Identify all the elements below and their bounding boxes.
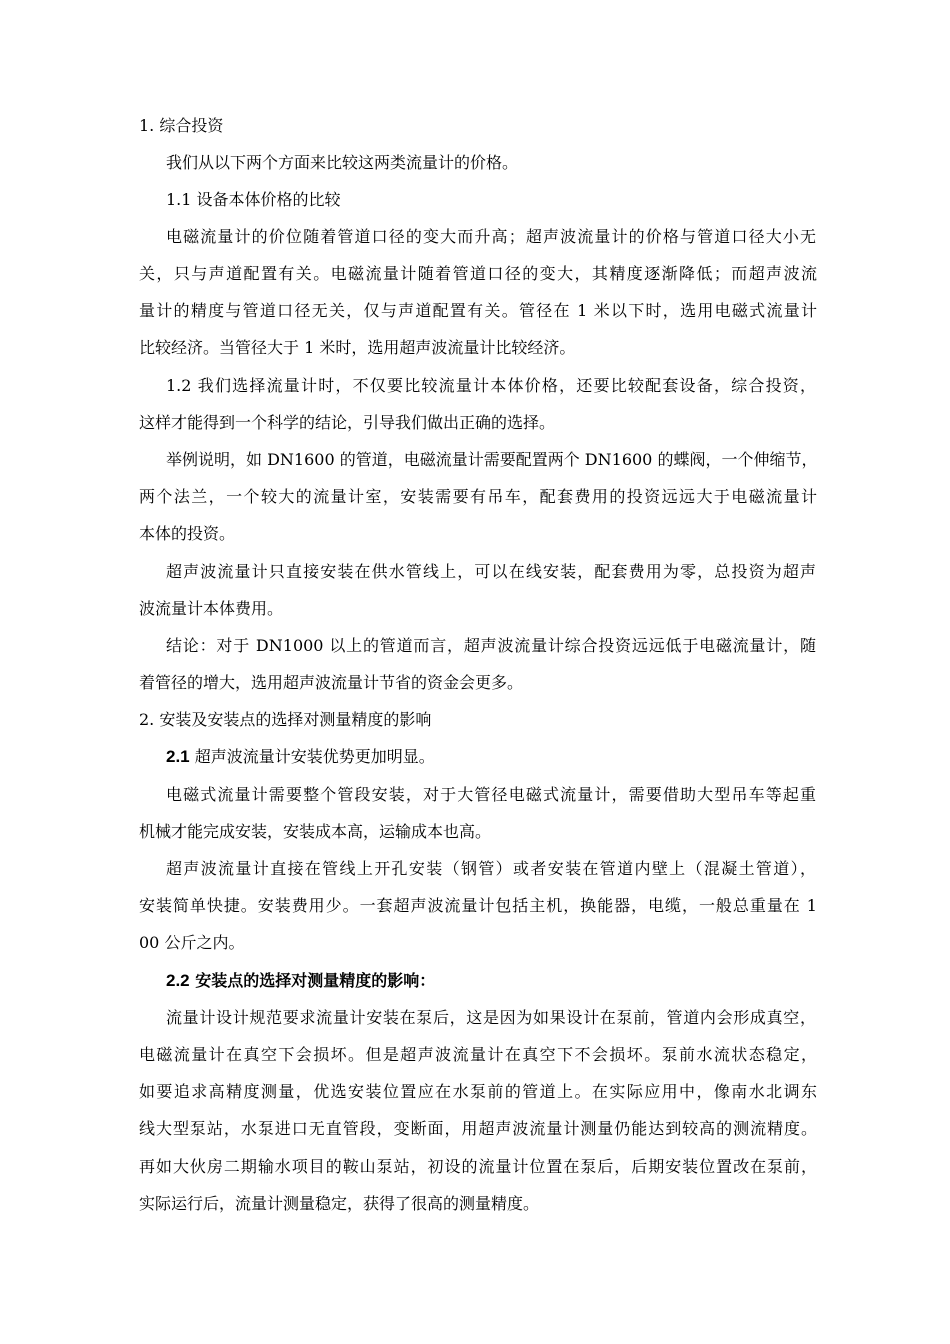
paragraph-line: 实际运行后，流量计测量稳定，获得了很高的测量精度。	[139, 1194, 540, 1213]
heading-2-2	[166, 971, 816, 991]
paragraph-line: 00 公斤之内。	[139, 933, 245, 952]
heading-2-1	[166, 747, 816, 767]
paragraph-line: 着管径的增大，选用超声波流量计节省的资金会更多。	[139, 673, 524, 692]
heading-2-2-number: 2.2	[166, 971, 190, 990]
paragraph-line: 流量计设计规范要求流量计安装在泵后，这是因为如果设计在泵前，管道内会形成真空，	[166, 1008, 816, 1027]
heading-2-1-text: 超声波流量计安装优势更加明显。	[194, 747, 435, 766]
paragraph-line: 结论：对于 DN1000 以上的管道而言，超声波流量计综合投资远远低于电磁流量计，随	[166, 636, 816, 655]
heading-2-1-number: 2.1	[166, 747, 190, 766]
paragraph-line: 关，只与声道配置有关。电磁流量计随着管道口径的变大，其精度逐渐降低；而超声波流	[139, 264, 817, 283]
paragraph-line: 安装简单快捷。安装费用少。一套超声波流量计包括主机，换能器，电缆，一般总重量在 1	[139, 896, 817, 915]
paragraph-line: 两个法兰，一个较大的流量计室，安装需要有吊车，配套费用的投资远远大于电磁流量计	[139, 487, 817, 506]
heading-1-1: 1.1 设备本体价格的比较	[166, 190, 341, 209]
paragraph-line: 机械才能完成安装，安装成本高，运输成本也高。	[139, 822, 492, 841]
paragraph-line: 1.2 我们选择流量计时，不仅要比较流量计本体价格，还要比较配套设备，综合投资，	[166, 376, 816, 395]
paragraph-line: 超声波流量计直接在管线上开孔安装（钢管）或者安装在管道内壁上（混凝土管道），	[166, 859, 816, 878]
paragraph-line: 电磁式流量计需要整个管段安装，对于大管径电磁式流量计，需要借助大型吊车等起重	[166, 785, 816, 804]
heading-2: 2. 安装及安装点的选择对测量精度的影响	[139, 710, 432, 729]
paragraph-line: 举例说明，如 DN1600 的管道，电磁流量计需要配置两个 DN1600 的蝶阀，一个伸缩节，	[166, 450, 818, 469]
paragraph-line: 波流量计本体费用。	[139, 599, 284, 618]
heading-1: 1. 综合投资	[139, 116, 224, 135]
paragraph-line: 量计的精度与管道口径无关，仅与声道配置有关。管径在 1 米以下时，选用电磁式流量计	[139, 301, 817, 320]
paragraph-line: 如要追求高精度测量，优选安装位置应在水泵前的管道上。在实际应用中，像南水北调东	[139, 1082, 817, 1101]
paragraph-line: 超声波流量计只直接安装在供水管线上，可以在线安装，配套费用为零，总投资为超声	[166, 562, 816, 581]
paragraph-line: 这样才能得到一个科学的结论，引导我们做出正确的选择。	[139, 413, 556, 432]
heading-2-2-text: 安装点的选择对测量精度的影响：	[195, 971, 436, 990]
paragraph-line: 电磁流量计的价位随着管道口径的变大而升高；超声波流量计的价格与管道口径大小无	[166, 227, 816, 246]
paragraph-line: 比较经济。当管径大于 1 米时，选用超声波流量计比较经济。	[139, 338, 576, 357]
paragraph-line: 线大型泵站，水泵进口无直管段，变断面，用超声波流量计测量仍能达到较高的测流精度。	[139, 1119, 817, 1138]
paragraph-line: 电磁流量计在真空下会损坏。但是超声波流量计在真空下不会损坏。泵前水流状态稳定，	[139, 1045, 817, 1064]
intro-paragraph: 我们从以下两个方面来比较这两类流量计的价格。	[166, 153, 519, 172]
paragraph-line: 本体的投资。	[139, 524, 236, 543]
paragraph-line: 再如大伙房二期输水项目的鞍山泵站，初设的流量计位置在泵后，后期安装位置改在泵前，	[139, 1157, 817, 1176]
